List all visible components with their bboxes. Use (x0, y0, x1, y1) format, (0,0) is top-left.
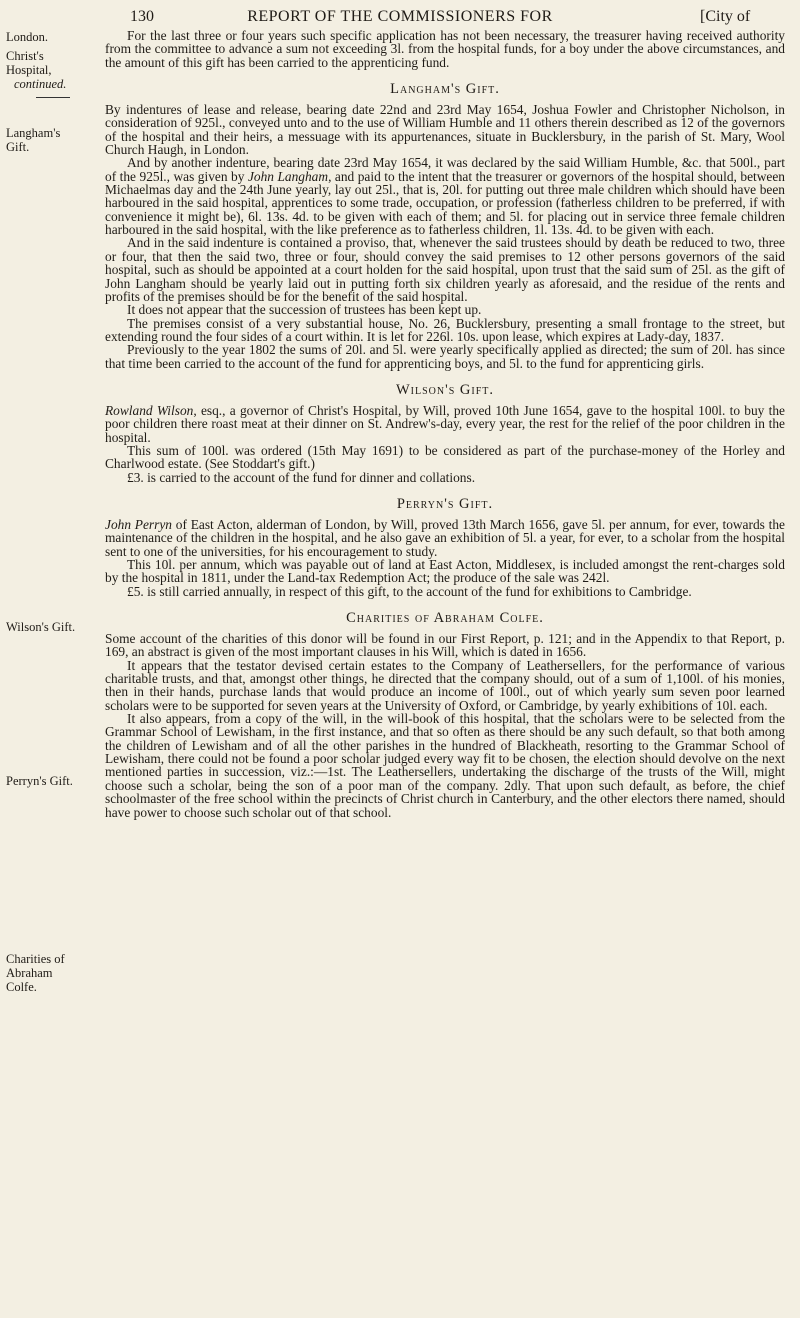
margin-note-christs-hospital (6, 30, 82, 98)
wilson-paragraph-2: This sum of 100l. was ordered (15th May 1691) to be considered as part of the purchase-money of the Horley and Charlwood estate. (See Stoddart's gift.) (105, 442, 785, 472)
margin-note-london: London. (6, 30, 49, 44)
perryn-paragraph-1: John Perryn of East Acton, alderman of London, by Will, proved 13th March 1656, gave 5l. per annum, for ever, towards the maintenance of the children in the hospital, and he also gave an exhibition of 5l. a year, for ever, to a scholar from the hospital sent to one of the universities, for his encouragement to study. (105, 516, 786, 559)
langham-paragraph-6: Previously to the year 1802 the sums of 20l. and 5l. were yearly specifically applied as directed; the sum of 20l. has since that time been carried to the account of the fund for apprenticing boys, and 5l. to the fund for apprenticing girls. (105, 342, 785, 371)
perryn-paragraph-2: This 10l. per annum, which was payable out of land at East Acton, Middlesex, is included amongst the rent-charges sold by the hospital in 1811, under the Land-tax Redemption Act; the produce of the sale was 242l. (105, 557, 785, 586)
wilson-paragraph-3: £3. is carried to the account of the fund for dinner and collations. (127, 469, 476, 485)
margin-note-hospital: Christ's Hospital, (6, 49, 52, 77)
colfe-paragraph-1: Some account of the charities of this donor will be found in our First Report, p. 121; and in the Appendix to that Report, p. 169, an abstract is given of the most important clauses in his Will, which is dated in 1656. (105, 631, 785, 660)
page-header (0, 8, 800, 30)
langham-paragraph-5: The premises consist of a very substantial house, No. 26, Bucklersbury, presenting a small frontage to the street, but extending round the four sides of a court within. It is let for 226l. 10s. upon lease, which expires at Lady-day, 1837. (105, 315, 785, 344)
running-title-right: [City of (700, 8, 751, 25)
margin-note-perryn: Perryn's Gift. (6, 774, 73, 788)
langham-paragraph-4: It does not appear that the succession of trustees has been kept up. (127, 302, 482, 318)
perryn-paragraph-3: £5. is still carried annually, in respect of this gift, to the account of the fund for exhibitions to Cambridge. (127, 583, 692, 599)
donor-name-wilson: Rowland Wilson (105, 402, 194, 418)
wilson-paragraph-1: Rowland Wilson, esq., a governor of Christ's Hospital, by Will, proved 10th June 1654, gave to the hospital 100l. to buy the poor children there roast meat at their dinner on St. Andrew's-day, every year, the rest for the relief of the poor children in the hospital. (105, 402, 785, 445)
margin-note-continued: continued. (14, 77, 67, 91)
margin-note-langham: Langham's Gift. (6, 126, 61, 154)
margin-note-colfe: Charities of Abraham Colfe. (6, 952, 65, 994)
donor-name-perryn: John Perryn (105, 516, 172, 532)
colfe-paragraph-3: It also appears, from a copy of the will, in the will-book of this hospital, that the scholars were to be selected from the Grammar School of Lewisham, in the first instance, and that so often as there should be any such default, so that both among the children of Lewisham and of all the other parishes in the hundred of Blackheath, resorting to the Grammar School of Lewisham, there could not be found a poor scholar judged every way fit to be chosen, the election should devolve on the next mentioned parties in succession, viz.:—1st. The Leathersellers, undertaking the discharge of the trusts of the Will, might choose such a scholar, being the son of a poor man of the company. 2dly. That upon such default, as before, the chief schoolmaster of the free school within the precincts of Christ church in Canterbury, and the other electors there named, should have power to choose such scholar out of that school. (105, 711, 785, 820)
section-heading-wilson: Wilson's Gift. (395, 381, 495, 398)
langham-paragraph-2: And by another indenture, bearing date 23rd May 1654, it was declared by the said William Humble, &c. that 500l., part of the 925l., was given by John Langham, and paid to the intent that the treasurer or governors of the hospital should, between Michaelmas day and the 24th June yearly, lay out 25l., that is, 20l. for putting out three male children which should have been harboured in the said hospital, apprentices to some trade, occupation, or profession (fatherless children to be preferred, if with convenience it might be), 6l. 13s. 4d. to be given with each of them; and 5l. for placing out in service three female children harboured in the said hospital, with the like preference as to fatherless children, 1l. 13s. 4d. to be given with each. (105, 155, 785, 238)
donor-name-langham: John Langham (247, 168, 329, 184)
body-text (105, 29, 785, 819)
langham-paragraph-3: And in the said indenture is contained a proviso, that, whenever the said trustees should by death be reduced to two, three or four, that then the said two, three or four, should convey the said premises to 12 other persons governors of the said hospital, such as should be appointed at a court holden for the said hospital, upon trust that the said sum of 25l. as the gift of John Langham should be yearly laid out in putting forth six children yearly as aforesaid, and the residue of the rents and profits of the premises should be for the benefit of the said hospital. (105, 235, 785, 304)
margin-note-wilson: Wilson's Gift. (6, 620, 76, 634)
colfe-paragraph-2: It appears that the testator devised certain estates to the Company of Leathersellers, for the performance of various charitable trusts, and that, amongst other things, he directed that the company should, out of a sum of 1,100l. of his monies, then in their hands, purchase lands that would produce an income of 100l., out of which yearly sum seven poor learned scholars were to be supported for seven years at the University of Oxford, or Cambridge, by yearly exhibitions of 10l. each. (105, 657, 785, 713)
section-heading-perryn: Perryn's Gift. (396, 495, 494, 512)
section-heading-langham: Langham's Gift. (390, 81, 500, 98)
page-number: 130 (130, 8, 154, 25)
langham-paragraph-1: By indentures of lease and release, bearing date 22nd and 23rd May 1654, Joshua Fowler and Christopher Nicholson, in consideration of 925l., conveyed unto and to the use of William Humble and 11 others therein described as 12 of the governors of the hospital and their heirs, a messuage with its appurtenances, situate in Bucklersbury, in the parish of St. Mary, Wool Church Haugh, in London. (105, 102, 785, 158)
margin-rule (36, 97, 70, 98)
intro-paragraph: For the last three or four years such specific application has not been necessary, the treasurer having received authority from the committee to advance a sum not exceeding 3l. from the hospital funds, for a boy under the above circumstances, and the amount of this gift has been carried to the apprenticing fund. (105, 28, 785, 70)
section-heading-colfe: Charities of Abraham Colfe. (346, 610, 544, 627)
running-title: REPORT OF THE COMMISSIONERS FOR (247, 8, 553, 25)
